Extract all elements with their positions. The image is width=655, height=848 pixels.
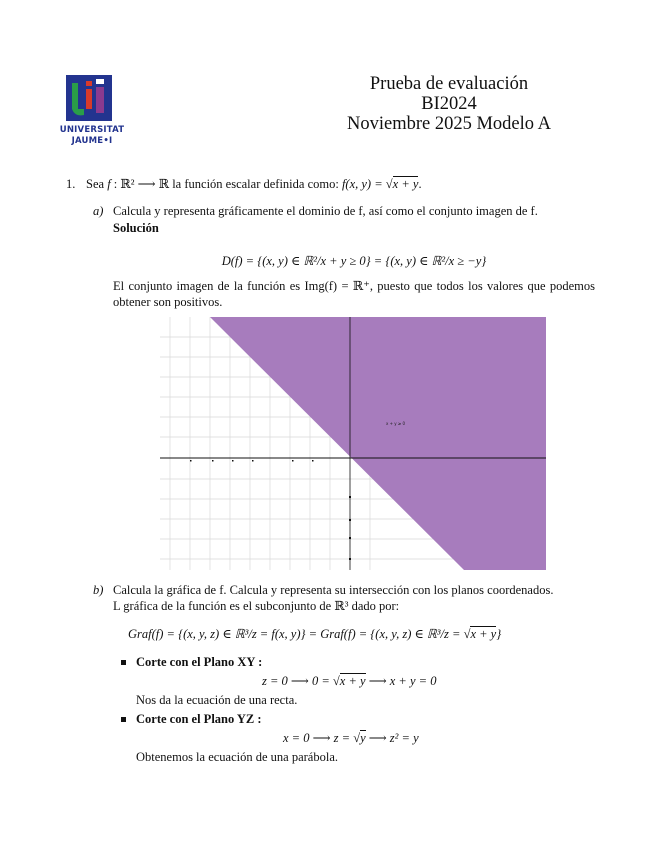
- solution-label: Solución: [113, 221, 159, 235]
- statement-part: Sea: [86, 177, 108, 191]
- graph-eq-left: Graf(f) = {(x, y, z) ∈ ℝ³/z = f(x, y)} = Graf(f) = {(x, y, z) ∈ ℝ³/z =: [128, 627, 464, 641]
- statement-function: f: [107, 177, 111, 191]
- problem-statement: Sea f : ℝ² ⟶ ℝ la función escalar definida como: f(x, y) = √x + y.: [86, 177, 422, 191]
- part-b-text2: L gráfica de la función es el subconjunto de ℝ³ dado por:: [113, 599, 400, 613]
- bullet1-title: Corte con el Plano XY :: [136, 655, 263, 669]
- graph-equation: Graf(f) = {(x, y, z) ∈ ℝ³/z = f(x, y)} = Graf(f) = {(x, y, z) ∈ ℝ³/z = √x + y}: [128, 627, 502, 641]
- exam-code: BI2024: [421, 94, 477, 114]
- statement-equation: f(x, y) =: [341, 177, 386, 191]
- domain-equation: D(f) = {(x, y) ∈ ℝ²/x + y ≥ 0} = {(x, y) ∈ ℝ²/x ≥ −y}: [221, 254, 487, 268]
- statement-map: : ℝ² ⟶ ℝ la función escalar definida como:: [110, 177, 342, 191]
- region-label: x + y ≥ 0: [386, 421, 406, 426]
- bullet2-eq-left: x = 0 ⟶ z =: [283, 731, 354, 745]
- graph-eq-end: }: [496, 627, 502, 641]
- bullet-marker: [121, 660, 126, 665]
- logo-line2: JAUME•I: [71, 136, 113, 146]
- university-logo: [52, 75, 128, 153]
- part-a-text: Calcula y representa gráficamente el dominio de f, así como el conjunto imagen de f.: [113, 204, 538, 218]
- exam-header: [319, 74, 579, 134]
- bullet2-eq-right: ⟶ z² = y: [365, 731, 419, 745]
- part-b-text1: Calcula la gráfica de f. Calcula y representa su intersección con los planos coordenados.: [113, 583, 554, 597]
- image-text: El conjunto imagen de la función es Img(f) = ℝ⁺, puesto que todos los valores que podemos obtener son positivos.: [113, 279, 595, 309]
- exam-date: Noviembre 2025 Modelo A: [347, 114, 551, 134]
- uji-logo-icon: [66, 75, 112, 121]
- axis-ticks: [190, 460, 351, 560]
- problem-number: 1.: [66, 177, 76, 191]
- part-a-label: a): [93, 204, 104, 218]
- bullet2-note: Obtenemos la ecuación de una parábola.: [136, 750, 338, 764]
- domain-plot: [160, 317, 546, 570]
- bullet-marker: [121, 717, 126, 722]
- logo-line1: UNIVERSITAT: [59, 125, 125, 135]
- domain-region: [210, 317, 546, 570]
- exam-title: Prueba de evaluación: [369, 74, 529, 94]
- bullet1-equation: z = 0 ⟶ 0 = √x + y ⟶ x + y = 0: [262, 674, 437, 688]
- statement-end: .: [418, 177, 422, 191]
- bullet1-note: Nos da la ecuación de una recta.: [136, 693, 298, 707]
- bullet2-equation: x = 0 ⟶ z = √y ⟶ z² = y: [283, 731, 419, 745]
- bullet1-eq-right: ⟶ x + y = 0: [365, 674, 437, 688]
- bullet2-title: Corte con el Plano YZ :: [136, 712, 262, 726]
- part-b-label: b): [93, 583, 104, 597]
- bullet1-eq-left: z = 0 ⟶ 0 =: [262, 674, 333, 688]
- statement-sqrt: x + y: [392, 177, 419, 191]
- bullet1-eq-sqrt: x + y: [339, 674, 366, 688]
- graph-eq-sqrt: x + y: [470, 627, 497, 641]
- bullet2-eq-sqrt: y: [360, 731, 366, 745]
